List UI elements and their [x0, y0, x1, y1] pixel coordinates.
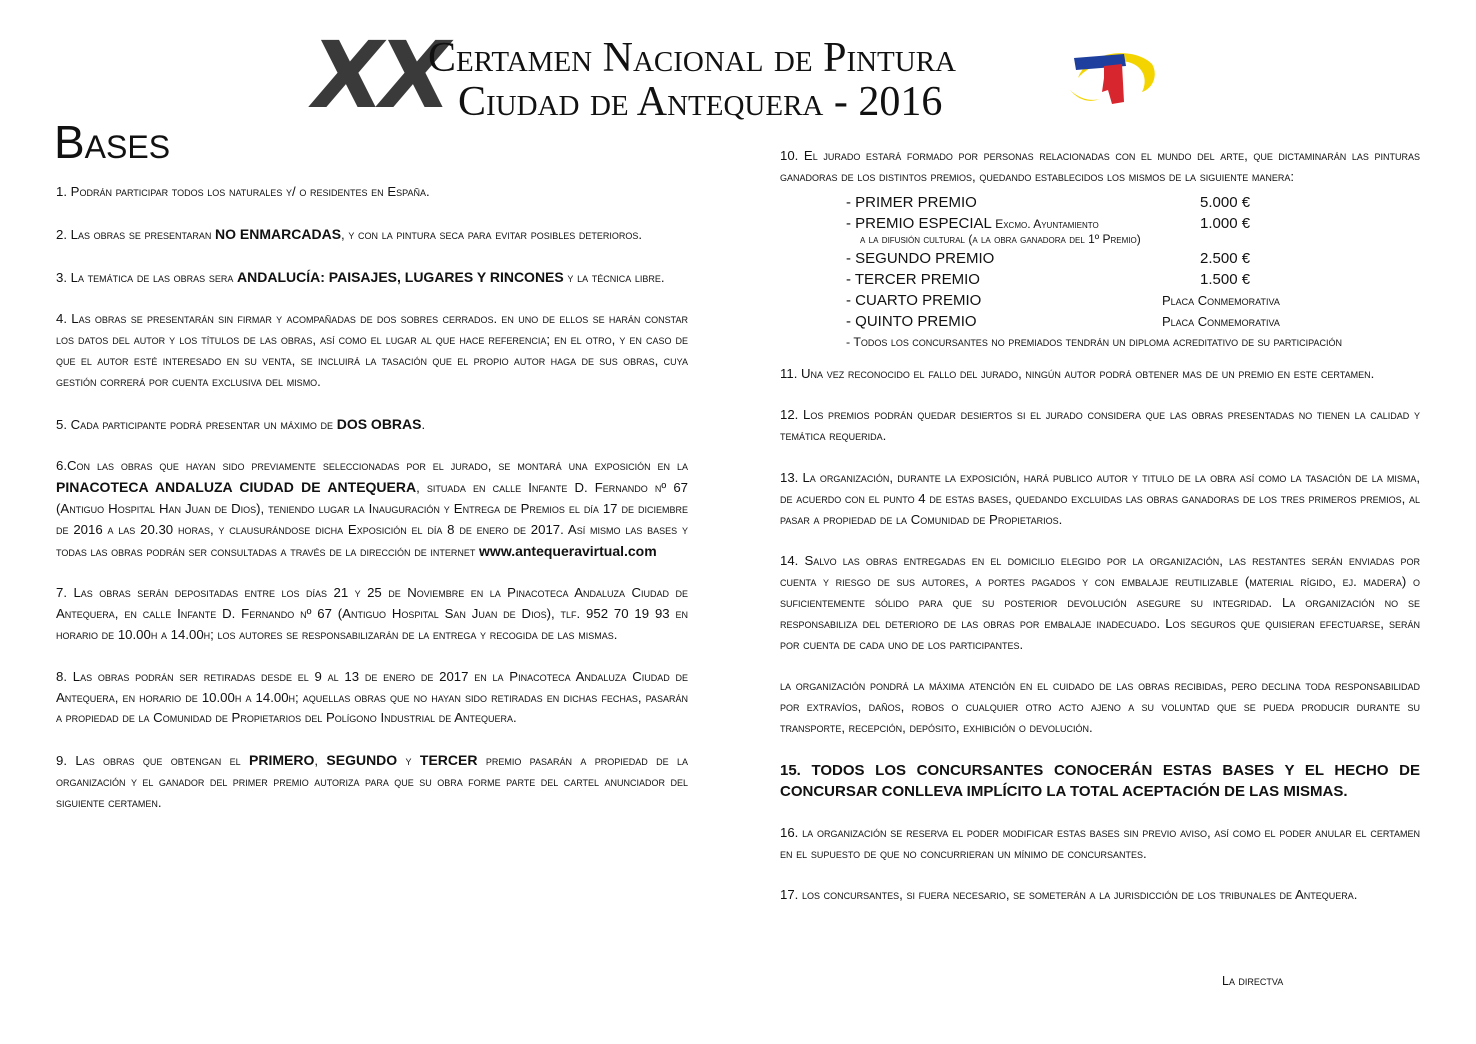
base-8: 8. Las obras podrán ser retiradas desde el 9 al 13 de enero de 2017 en la Pinacoteca Andaluza Ciudad de Antequera, en horario de 10.00h a 14.00h; aquellas obras que no hayan sido retiradas en dichas fechas, pasarán a propiedad de la Comunidad de Propietarios del Polígono Industrial de Antequera. [56, 668, 688, 726]
prize-item [846, 248, 1422, 269]
base-4: 4. Las obras se presentarán sin firmar y acompañadas de dos sobres cerrados. en uno de ellos se harán constar los datos del autor y los títulos de las obras, así como el lugar al que hace referencia; en el otro, y en caso de que el autor esté interesado en su venta, se incluirá la tasación que el propio autor haga de sus obras, cuya gestión correrá por cuenta exclusiva del mismo. [56, 311, 688, 389]
prize-list [846, 192, 1422, 352]
edition-roman-numeral: XX [302, 22, 456, 129]
prize-item [846, 269, 1422, 290]
left-column [56, 182, 688, 835]
title-line-2: Ciudad de Antequera - 2016 [458, 79, 943, 125]
prize-value: 2.500 € [1200, 249, 1251, 267]
base-11: 11. Una vez reconocido el fallo del jurado, ningún autor podrá obtener mas de un premio en este certamen. [780, 365, 1375, 381]
base-1: 1. Podrán participar todos los naturales y/ o residentes en España. [56, 184, 430, 199]
base-14-continued: la organización pondrá la máxima atención en el cuidado de las obras recibidas, pero declina toda responsabilidad por extravíos, daños, robos o cualquier otro acto ajeno a su voluntad que se pueda producir durante su transporte, recepción, depósito, exhibición o devolución. [780, 678, 1420, 735]
prize-value: 1.000 € [1200, 214, 1251, 232]
prize-name: - SEGUNDO PREMIO [846, 249, 995, 267]
title-line-1: Certamen Nacional de Pintura [428, 35, 956, 81]
base-5: 5. Cada participante podrá presentar un máximo de DOS OBRAS. [56, 415, 426, 432]
prize-name: - PRIMER PREMIO [846, 193, 977, 211]
prize-item [846, 290, 1422, 311]
prize-value: 1.500 € [1200, 270, 1251, 288]
participation-diploma-note: - Todos los concursantes no premiados tendrán un diploma acreditativo de su participación [846, 334, 1343, 349]
base-10: 10. El jurado estará formado por personas relacionadas con el mundo del arte, que dictaminarán las pinturas ganadoras de los distintos premios, quedando establecidos los mismos de la siguiente manera: [780, 148, 1420, 184]
bases-heading: Bases [54, 116, 171, 168]
right-column [780, 146, 1420, 927]
prize-item [846, 192, 1422, 213]
prize-name: - CUARTO PREMIO [846, 291, 982, 309]
prize-name: - QUINTO PREMIO [846, 312, 977, 330]
website-link[interactable]: www.antequeravirtual.com [479, 542, 657, 559]
page-header [0, 0, 1476, 130]
prize-item [846, 311, 1422, 332]
base-12: 12. Los premios podrán quedar desiertos si el jurado considera que las obras presentadas no tienen la calidad y temática requerida. [780, 407, 1420, 444]
base-9: 9. Las obras que obtengan el PRIMERO, SEGUNDO y TERCER premio pasarán a propiedad de la organización y el ganador del primer premio autoriza para que su obra forme parte del cartel anunciador del siguiente certamen. [56, 752, 688, 810]
base-17: 17. los concursantes, si fuera necesario, se someterán a la jurisdicción de los tribunales de Antequera. [780, 887, 1358, 903]
special-prize-note: a la difusión cultural (a la obra ganadora del 1º Premio) [860, 231, 1141, 246]
signature: La directva [1222, 974, 1284, 988]
base-2: 2. Las obras se presentaran NO ENMARCADAS, y con la pintura seca para evitar posibles deterioros. [56, 225, 643, 242]
base-16: 16. la organización se reserva el poder modificar estas bases sin previo aviso, así como el poder anular el certamen en el supuesto de que no concurrieran un mínimo de concursantes. [780, 824, 1420, 861]
prize-name: - PREMIO ESPECIAL Excmo. Ayuntamiento [846, 214, 1099, 232]
base-14: 14. Salvo las obras entregadas en el domicilio elegido por la organización, las restantes serán enviadas por cuenta y riesgo de sus autores, a portes pagados y con embalaje reutilizable (material rígido, ej. madera) o suficientemente sólido para que su posterior devolución asegure su integridad. La organización no se responsabiliza del deterioro de las obras por embalaje inadecuado. Los seguros que quisieran efectuarse, serán por cuenta de cada uno de los participantes. [780, 553, 1420, 652]
base-13: 13. La organización, durante la exposición, hará publico autor y titulo de la obra así como la tasación de la misma, de acuerdo con el punto 4 de estas bases, quedando excluidas las obras ganadoras de los tres primeros premios, al pasar a propiedad de la Comunidad de Propietarios. [780, 469, 1420, 527]
base-15: 15. TODOS LOS CONCURSANTES CONOCERÁN ESTAS BASES Y EL HECHO DE CONCURSAR CONLLEVA IMPLÍCITO LA TOTAL ACEPTACIÓN DE LAS MISMAS. [780, 761, 1420, 800]
prize-value: Placa Conmemorativa [1162, 313, 1280, 329]
base-3: 3. La temática de las obras sera ANDALUCÍA: PAISAJES, LUGARES Y RINCONES y la técnica libre. [56, 268, 665, 285]
prize-value: 5.000 € [1200, 193, 1251, 211]
base-7: 7. Las obras serán depositadas entre los días 21 y 25 de Noviembre en la Pinacoteca Andaluza Ciudad de Antequera, en calle Infante D. Fernando nº 67 (Antiguo Hospital San Juan de Dios), tlf. 952 70 19 93 en horario de 10.00h a 14.00h; los autores se responsabilizarán de la entrega y recogida de las mismas. [56, 585, 688, 642]
base-6: 6.Con las obras que hayan sido previamente seleccionadas por el jurado, se montará una exposición en la PINACOTECA ANDALUZA CIUDAD DE ANTEQUERA, situada en calle Infante D. Fernando nº 67 (Antiguo Hospital Han Juan de Dios), teniendo lugar la Inauguración y Entrega de Premios el día 17 de diciembre de 2016 a las 20.30 horas, y clausurándose dicha Exposición el día 8 de enero de 2017. Así mismo las bases y todas las obras podrán ser consultadas a través de la dirección de internet www.antequeravirtual.com [56, 458, 688, 559]
certamen-logo-icon [1068, 44, 1158, 112]
prize-name: - TERCER PREMIO [846, 270, 980, 288]
prize-value: Placa Conmemorativa [1162, 292, 1280, 308]
